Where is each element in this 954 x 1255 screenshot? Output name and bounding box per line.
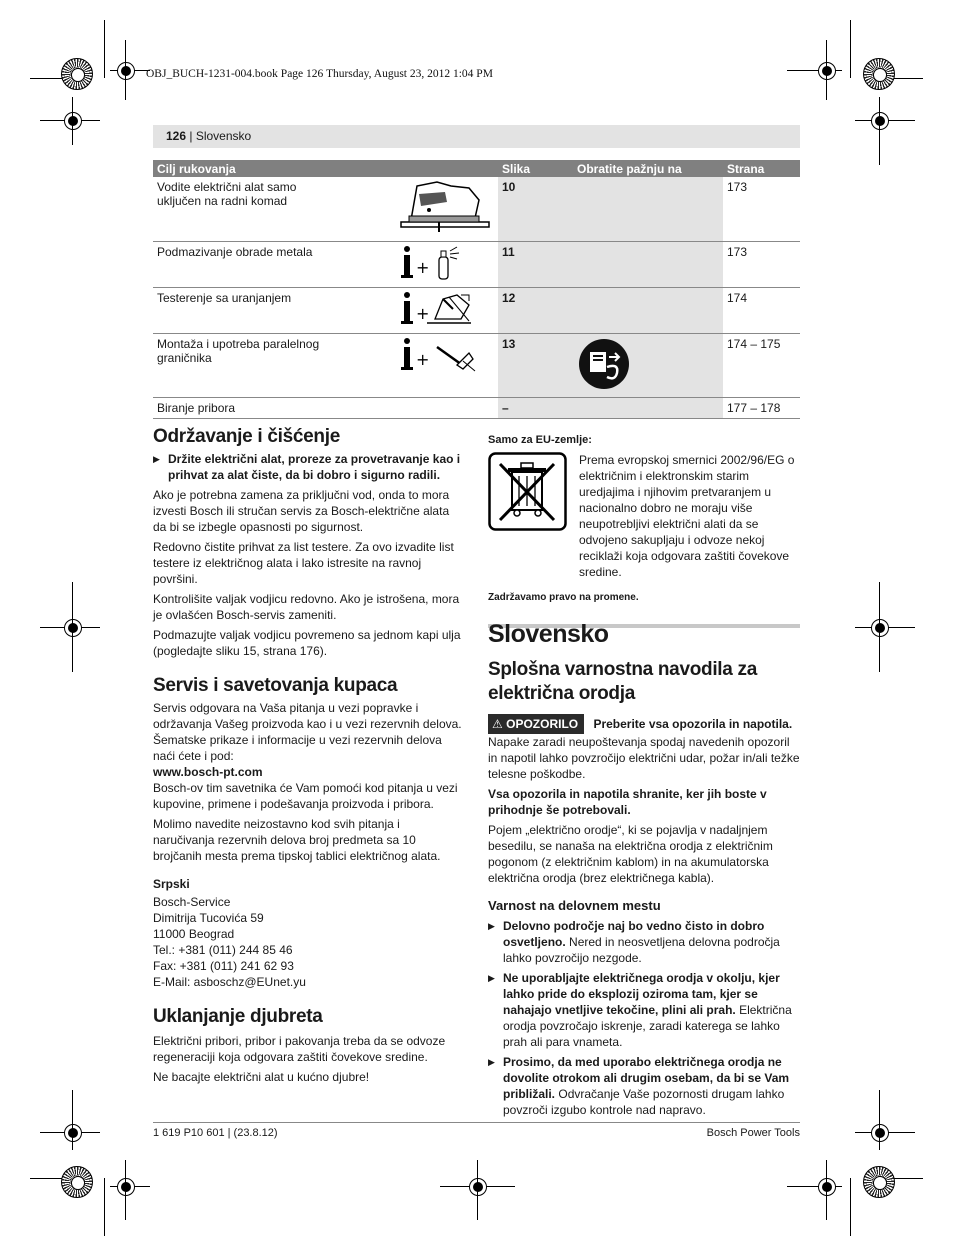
country-label: Srpski (153, 877, 190, 891)
book-info: OBJ_BUCH-1231-004.book Page 126 Thursday, August 23, 2012 1:04 PM (146, 68, 493, 80)
maintenance-paragraph: Redovno čistite prihvat za list testere. Za ovo izvadite list testere iz električnog alata i lako istresite na ravnoj površini. (153, 540, 454, 586)
registration-target-icon (61, 1166, 93, 1198)
eu-disposal-text: Prema evropskoj smernici 2002/96/EG o električnim i elektronskim starim uredjajima i njihovim pretvaranjem u nacionalno dobro ne moraju više neupotrebljivi električni alati da se odvojeno sakupljaju i odvoze nekoj reciklaži koja odgovara zaštiti čovekove sredine. (579, 453, 795, 579)
warning-text: Napake zaradi neupoštevanja spodaj navedenih opozoril in napotil lahko povzročijo električni udar, požar in/ali težke telesne poškodbe. (488, 735, 800, 781)
table-cell: 173 (723, 242, 800, 288)
table-row (153, 398, 800, 419)
right-column (488, 425, 800, 606)
address-line: E-Mail: asboschz@EUnet.yu (153, 975, 306, 989)
safety-bullet (488, 1054, 800, 1118)
registration-mark-icon (871, 1124, 889, 1142)
address-line: Tel.: +381 (011) 244 85 46 (153, 943, 293, 957)
weee-crossed-bin-icon (488, 452, 567, 580)
maintenance-heading: Održavanje i čišćenje (153, 426, 340, 447)
table-cell: 174 – 175 (723, 334, 800, 398)
info-parallel-guide-icon (399, 337, 494, 376)
registration-mark-icon (117, 1178, 135, 1196)
table-cell (573, 177, 723, 242)
disposal-paragraph: Ne bacajte električni alat u kućno djubre! (153, 1070, 370, 1084)
safety-heading: Splošna varnostna navodila za električna orodja (488, 659, 757, 704)
table-cell: – (498, 398, 573, 419)
service-address (153, 894, 463, 990)
svg-text:+: + (416, 304, 430, 323)
eu-label: Samo za EU-zemlje: (488, 434, 592, 446)
disposal-paragraph: Električni pribori, pribor i pakovanja treba da se odvoze regeneraciji koja odgovara zaštiti čovekove sredine. (153, 1034, 446, 1064)
left-column (153, 425, 463, 1085)
bullet-text: Odvračanje Vaše pozornosti drugam lahko povzroči izgubo kontrole nad napravo. (503, 1087, 785, 1117)
registration-mark-icon (818, 62, 836, 80)
table-cell: 11 (498, 242, 573, 288)
bullet-bold: Prosimo, da med uporabo električnega orodja ne dovolite otrokom ali drugim osebam, da bi se Vam približali. (503, 1055, 790, 1101)
svg-text:+: + (416, 258, 430, 277)
table-cell: Vodite električni alat samo uključen na radni komad (157, 180, 297, 208)
address-line: Bosch-Service (153, 895, 231, 909)
table-row (153, 242, 800, 288)
table-cell: Biranje pribora (153, 398, 498, 419)
table-cell: 10 (498, 177, 573, 242)
registration-mark-icon (871, 112, 889, 130)
address-line: Fax: +381 (011) 241 62 93 (153, 959, 294, 973)
bullet-text: Električna orodja povzročajo iskrenje, zaradi katerega se lahko prah ali para vnameta. (503, 1003, 792, 1049)
footer-divider (153, 1122, 800, 1123)
read-manual-icon (577, 337, 631, 394)
table-cell: 13 (502, 337, 516, 351)
term-paragraph: Pojem „električno orodje“, ki se pojavlja v nadaljnjem besedilu, se nanaša na električna orodja z električnim pogonom (z električnim kablom) in na akumulatorska električna orodja (brez električnega kabla). (488, 823, 773, 885)
registration-mark-icon (64, 1124, 82, 1142)
reserve-notice: Zadržavamo pravo na promene. (488, 592, 639, 603)
warning-triangle-icon: ⚠ (492, 717, 503, 731)
warning-badge-label: OPOZORILO (506, 717, 579, 731)
table-cell: 177 – 178 (723, 398, 800, 419)
service-paragraph: Servis odgovara na Vaša pitanja u vezi popravke i održavanja Vašeg proizvoda kao i u vezi rezervnih delova. Šematske prikaze i informacije u vezi rezervnih delova naći ćete i pod: (153, 701, 462, 763)
bullet-bold: Ne uporabljajte električnega orodja v okolju, kjer lahko pride do eksplozij oziroma tam, kjer se nahajajo vnetljive tekočine, plini ali prah. (503, 971, 780, 1017)
svg-text:+: + (416, 350, 430, 369)
workplace-heading: Varnost na delovnem mestu (488, 898, 661, 913)
table-cell: Montaža i upotreba paralelnog graničnika (157, 337, 320, 365)
info-plunge-cut-icon (399, 291, 494, 330)
registration-mark-icon (818, 1178, 836, 1196)
language-title: Slovensko (488, 620, 609, 648)
registration-mark-icon (64, 619, 82, 637)
table-header: Obratite pažnju na (573, 160, 723, 177)
table-cell (573, 398, 723, 419)
work-guide-table (153, 160, 800, 419)
address-line: Dimitrija Tucovića 59 (153, 911, 264, 925)
table-cell (573, 288, 723, 334)
disposal-heading: Uklanjanje djubreta (153, 1006, 323, 1027)
registration-target-icon (61, 58, 93, 90)
page-header: 126 | Slovensko (153, 125, 800, 148)
slovene-section (488, 620, 800, 1118)
registration-mark-icon (64, 112, 82, 130)
bullet-text: Nered in neosvetljena delovna področja lahko povzročijo nezgode. (503, 935, 780, 965)
address-line: 11000 Beograd (153, 927, 235, 941)
table-header: Slika (498, 160, 573, 177)
safety-bullet (488, 970, 800, 1050)
table-cell (573, 242, 723, 288)
service-paragraph: Bosch-ov tim savetnika će Vam pomoći kod pitanja u vezi kupovine, primene i podešavanja proizvoda i pribora. (153, 781, 458, 811)
maintenance-paragraph: Kontrolišite valjak vodjicu redovno. Ako je istrošena, mora je ovlašćen Bosch-servis zameniti. (153, 592, 460, 622)
maintenance-paragraph: Podmazujte valjak vodjicu povremeno sa jednom kapi ulja (pogledajte sliku 15, strana 176). (153, 628, 461, 658)
registration-target-icon (863, 58, 895, 90)
maintenance-paragraph: Ako je potrebna zamena za priključni vod, onda to mora izvesti Bosch ili stručan servis za Bosch-električne alata da bi se izbegle opasnosti po sigurnost. (153, 488, 450, 534)
page-number: 126 (166, 129, 187, 143)
registration-target-icon (863, 1166, 895, 1198)
page-language: Slovensko (195, 129, 252, 143)
service-paragraph: Molimo navedite neizostavno kod svih pitanja i naručivanja rezervnih delova broj predmeta sa 10 brojčanih mesta prema tipskoj tablici električnog alata. (153, 817, 441, 863)
table-header: Cilj rukovanja (153, 160, 498, 177)
registration-mark-icon (469, 1178, 487, 1196)
table-header: Strana (723, 160, 800, 177)
info-oil-icon (399, 245, 494, 284)
service-heading: Servis i savetovanja kupaca (153, 675, 398, 696)
registration-mark-icon (117, 62, 135, 80)
table-cell: Podmazivanje obrade metala (157, 245, 313, 259)
table-cell: 12 (498, 288, 573, 334)
table-cell: 173 (723, 177, 800, 242)
footer-brand: Bosch Power Tools (706, 1127, 800, 1139)
table-row (153, 334, 800, 398)
table-header-row (153, 160, 800, 177)
footer-doc-number: 1 619 P10 601 | (23.8.12) (153, 1127, 278, 1139)
table-row (153, 288, 800, 334)
safety-bullet (488, 918, 800, 966)
jigsaw-workpiece-icon (399, 180, 494, 238)
warning-badge (488, 714, 584, 734)
table-row (153, 177, 800, 242)
registration-mark-icon (871, 619, 889, 637)
service-url: www.bosch-pt.com (153, 765, 263, 779)
maintenance-bullet: ▶ Držite električni alat, proreze za provetravanje kao i prihvat za alat čiste, da bi dobro i sigurno radili. (153, 451, 463, 483)
warning-bold: Preberite vsa opozorila in napotila. (593, 717, 793, 731)
bullet-bold: Delovno področje naj bo vedno čisto in dobro osvetljeno. (503, 919, 765, 949)
table-cell: 174 (723, 288, 800, 334)
table-cell: Testerenje sa uranjanjem (157, 291, 292, 305)
keep-instructions: Vsa opozorila in napotila shranite, ker jih boste v prihodnje še potrebovali. (488, 787, 767, 817)
